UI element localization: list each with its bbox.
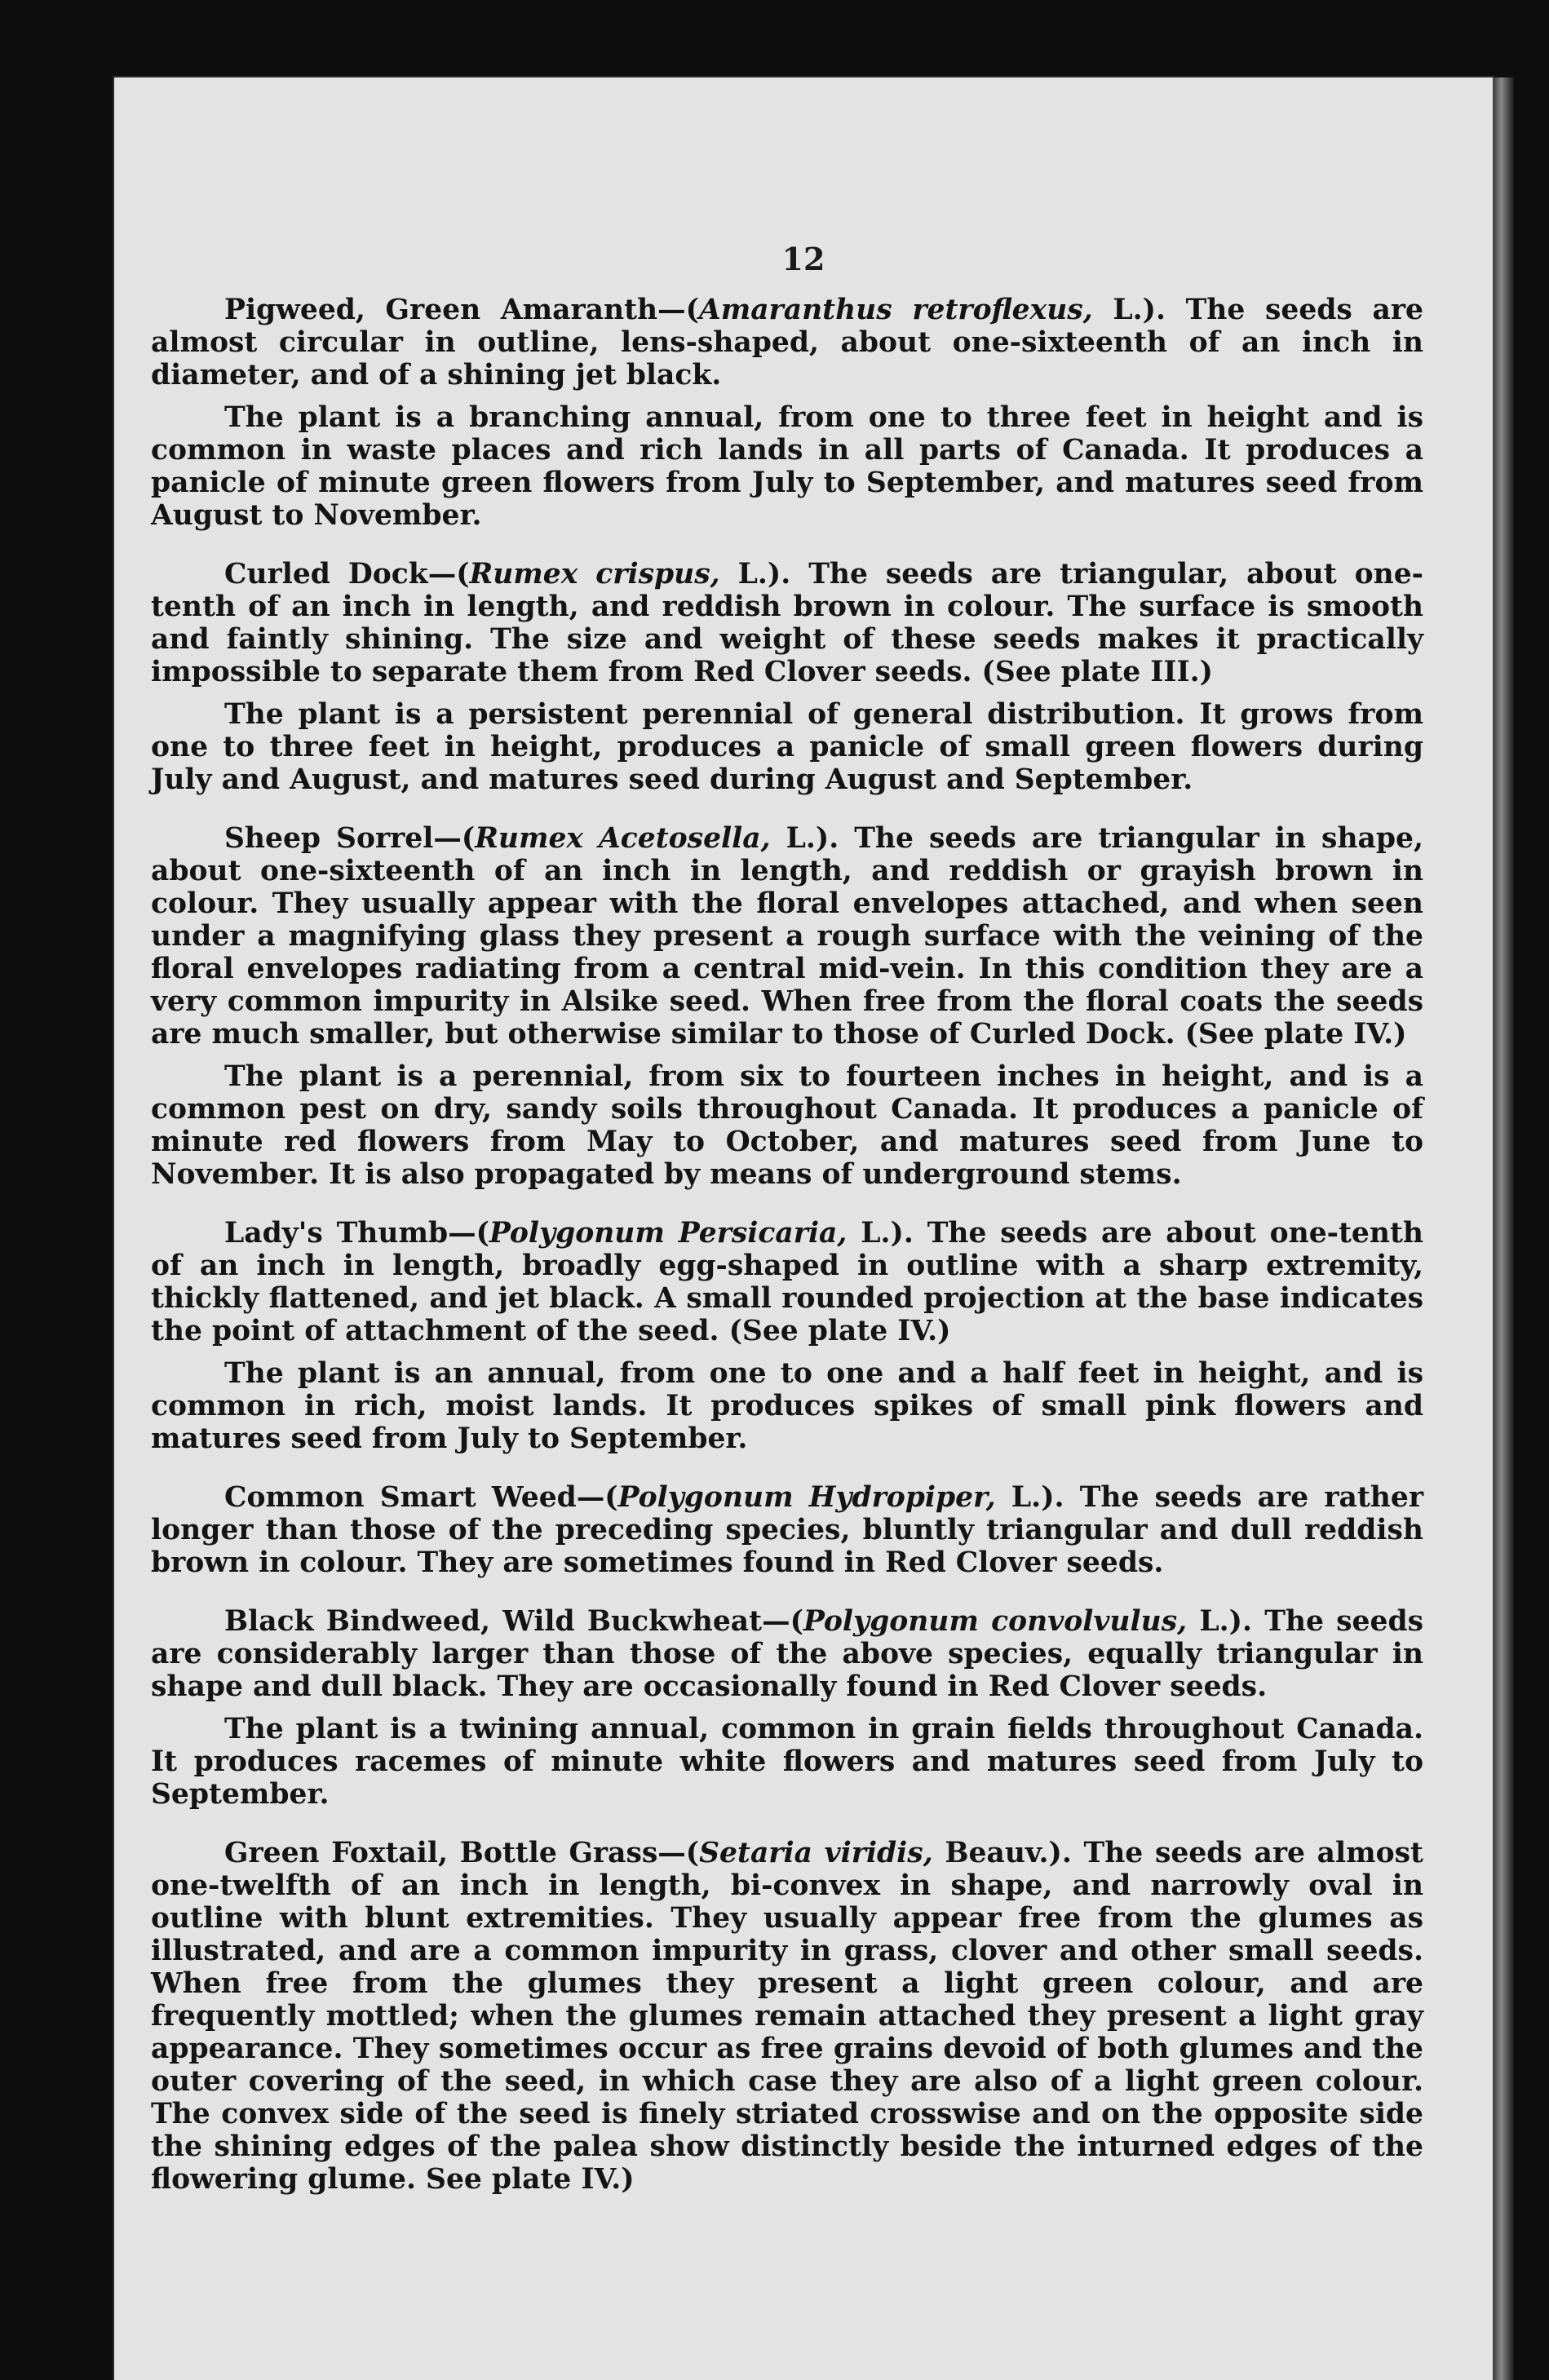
common-name: Curled Dock—( [224,558,470,591]
seed-description: L.). The seeds are about one-tenth of an inch in length, broadly egg-shaped in outline with a sharp extremity, thickly flattened, and jet black. A small rounded projection at the base indicates the point of attachment of the seed. (See plate IV.) [151,1217,1423,1347]
page-content [151,294,1423,2196]
scientific-name: Rumex crispus, [469,558,720,591]
scientific-name: Polygonum Persicaria, [489,1217,848,1250]
seed-description: Beauv.). The seeds are almost one-twelfth of an inch in length, bi-convex in shape, and narrowly oval in outline with blunt extremities. They usually appear free from the glumes as illustrated, and are a common impurity in grass, clover and other small seeds. When free from the glumes they present a light green colour, and are frequently mottled; when the glumes remain attached they present a light gray appearance. They sometimes occur as free grains devoid of both glumes and the outer covering of the seed, in which case they are also of a light green colour. The convex side of the seed is finely striated crosswise and on the opposite side the shining edges of the palea show distinctly beside the inturned edges of the flowering glume. See plate IV.) [151,1837,1423,2196]
entry-green-foxtail-seed [151,1837,1423,2196]
seed-description: L.). The seeds are triangular in shape, about one-sixteenth of an inch in length, and reddish or grayish brown in colour. They usually appear with the floral envelopes attached, and when seen under a magnifying glass they present a rough surface with the veining of the floral envelopes radiating from a central mid-vein. In this condition they are a very common impurity in Alsike seed. When free from the floral coats the seeds are much smaller, but otherwise similar to those of Curled Dock. (See plate IV.) [151,822,1423,1051]
document-page [114,77,1493,2380]
seed-description: L.). The seeds are triangular, about one-tenth of an inch in length, and reddish brown in colour. The surface is smooth and faintly shining. The size and weight of these seeds makes it practically impossible to separate them from Red Clover seeds. (See plate III.) [151,558,1423,688]
entry-pigweed-seed [151,294,1423,392]
entry-ladys-thumb-seed [151,1217,1423,1347]
common-name: Green Foxtail, Bottle Grass—( [224,1837,700,1869]
entry-pigweed-plant: The plant is a branching annual, from one to three feet in height and is common in waste places and rich lands in all parts of Canada. It produces a panicle of minute green flowers from July to September, and matures seed from August to November. [151,401,1423,532]
scientific-name: Polygonum convolvulus, [803,1605,1188,1638]
seed-description: L.). The seeds are considerably larger than those of the above species, equally triangular in shape and dull black. They are occasionally found in Red Clover seeds. [151,1605,1424,1703]
common-name: Lady's Thumb—( [224,1217,489,1250]
entry-curled-dock-plant: The plant is a persistent perennial of general distribution. It grows from one to three feet in height, produces a panicle of small green flowers during July and August, and matures seed during August and September. [151,698,1423,796]
scientific-name: Amaranthus retroflexus, [698,294,1093,326]
page-edge-shadow [1493,77,1514,2380]
page-number: 12 [781,241,825,277]
entry-ladys-thumb-plant: The plant is an annual, from one to one and a half feet in height, and is common in rich, moist lands. It produces spikes of small pink flowers and matures seed from July to September. [151,1357,1423,1455]
scientific-name: Polygonum Hydropiper, [617,1481,996,1514]
entry-smart-weed-seed [151,1481,1423,1579]
entry-sheep-sorrel-seed [151,822,1423,1051]
scientific-name: Rumex Acetosella, [475,822,771,855]
seed-description: L.). The seeds are almost circular in outline, lens-shaped, about one-sixteenth of an inch in diameter, and of a shining jet black. [151,294,1423,392]
scientific-name: Setaria viridis, [699,1837,933,1869]
common-name: Pigweed, Green Amaranth—( [224,294,699,326]
entry-sheep-sorrel-plant: The plant is a perennial, from six to fourteen inches in height, and is a common pest on dry, sandy soils throughout Canada. It produces a panicle of minute red flowers from May to October, and matures seed from June to November. It is also propagated by means of underground stems. [151,1060,1423,1191]
common-name: Black Bindweed, Wild Buckwheat—( [224,1605,803,1638]
entry-curled-dock-seed [151,558,1423,688]
entry-black-bindweed-plant: The plant is a twining annual, common in grain fields throughout Canada. It produces racemes of minute white flowers and matures seed from July to September. [151,1713,1423,1811]
entry-black-bindweed-seed [151,1605,1423,1703]
seed-description: L.). The seeds are rather longer than those of the preceding species, bluntly triangular and dull reddish brown in colour. They are sometimes found in Red Clover seeds. [151,1481,1424,1579]
common-name: Common Smart Weed—( [224,1481,618,1514]
common-name: Sheep Sorrel—( [224,822,476,855]
